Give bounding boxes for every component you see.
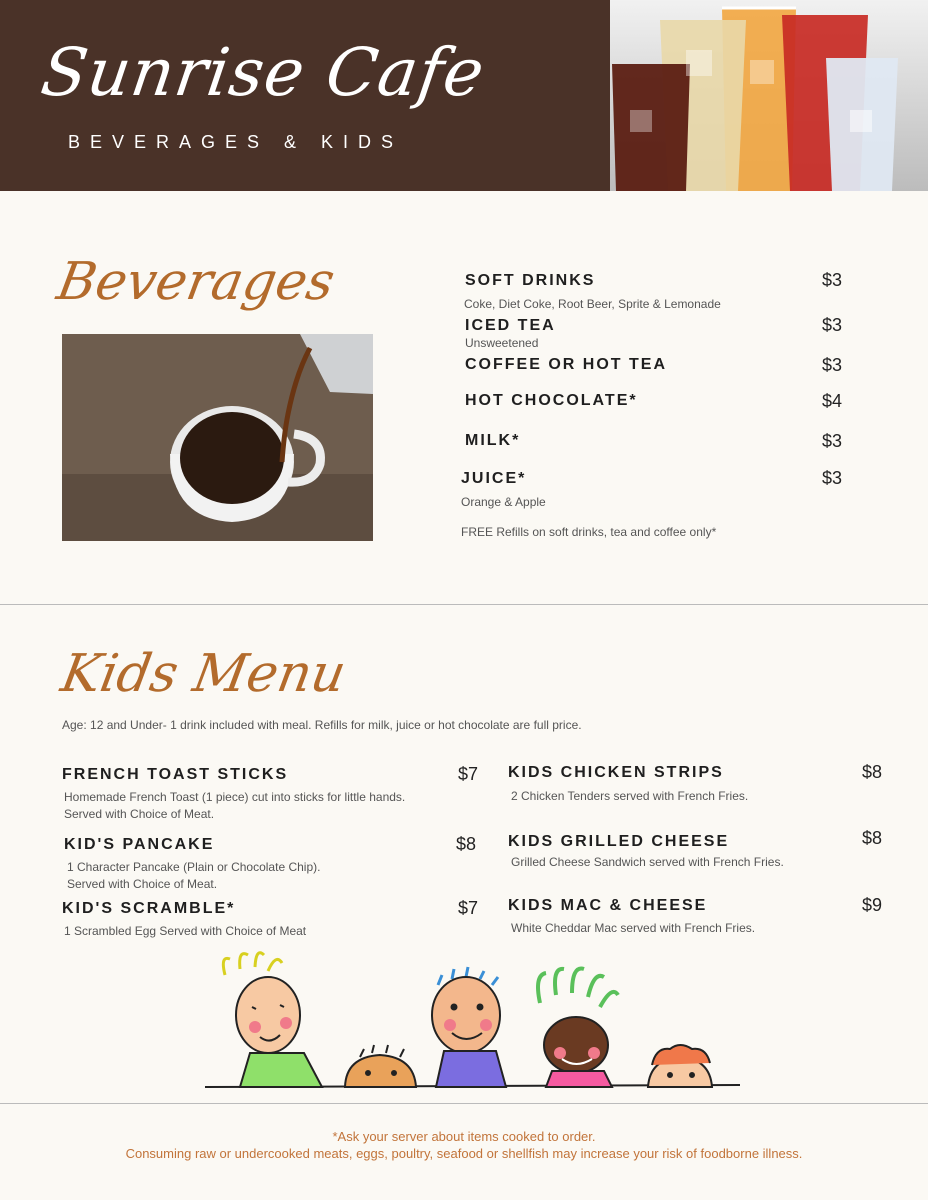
menu-item-name: COFFEE OR HOT TEA <box>465 356 667 373</box>
menu-item-name: KID'S SCRAMBLE* <box>62 900 236 917</box>
menu-item-price: $8 <box>456 834 477 854</box>
menu-item-price: $3 <box>822 468 843 488</box>
beverages-title: Beverages <box>52 252 340 312</box>
menu-item-desc: Unsweetened <box>465 336 539 350</box>
menu-item-name: MILK* <box>465 432 521 449</box>
section-divider <box>0 604 928 605</box>
menu-item-desc: 2 Chicken Tenders served with French Fries. <box>511 789 749 803</box>
menu-item-name: KID'S PANCAKE <box>64 836 215 853</box>
brand-subtitle: BEVERAGES & KIDS <box>68 132 404 152</box>
menu-item-name: SOFT DRINKS <box>465 272 596 289</box>
brand-title: Sunrise Cafe <box>36 34 490 111</box>
menu-item-price: $9 <box>862 895 883 915</box>
menu-item-desc: Coke, Diet Coke, Root Beer, Sprite & Lemonade <box>464 297 721 311</box>
menu-item-price: $8 <box>862 828 883 848</box>
menu-item-price: $3 <box>822 315 843 335</box>
iced-drinks-photo <box>610 0 928 191</box>
menu-item-desc: 1 Scrambled Egg Served with Choice of Meat <box>64 924 307 938</box>
coffee-cup-photo <box>62 334 373 541</box>
footer-divider <box>0 1103 928 1104</box>
footer-warning: Consuming raw or undercooked meats, eggs, poultry, seafood or shellfish may increase your risk of foodborne illness. <box>125 1146 803 1161</box>
menu-item-name: ICED TEA <box>465 317 556 334</box>
kids-illustration <box>200 945 745 1095</box>
menu-item-desc: Homemade French Toast (1 piece) cut into sticks for little hands. Served with Choice of Meat. <box>64 790 406 821</box>
menu-item-price: $7 <box>458 764 479 784</box>
menu-item-desc: Orange & Apple <box>461 495 546 509</box>
kids-menu-title: Kids Menu <box>56 644 351 704</box>
menu-item-name: JUICE* <box>461 470 527 487</box>
menu-item-desc: 1 Character Pancake (Plain or Chocolate Chip). Served with Choice of Meat. <box>67 860 321 891</box>
menu-item-name: KIDS GRILLED CHEESE <box>508 833 730 850</box>
menu-item-desc: Grilled Cheese Sandwich served with French Fries. <box>511 855 784 869</box>
menu-item-price: $7 <box>458 898 479 918</box>
menu-item-name: KIDS CHICKEN STRIPS <box>508 764 724 781</box>
menu-item-name: FRENCH TOAST STICKS <box>62 766 289 783</box>
menu-item-name: HOT CHOCOLATE* <box>465 392 638 409</box>
kids-age-note: Age: 12 and Under- 1 drink included with meal. Refills for milk, juice or hot chocolate are full price. <box>62 718 582 732</box>
menu-item-price: $3 <box>822 355 843 375</box>
menu-item-price: $8 <box>862 762 883 782</box>
footer-note: *Ask your server about items cooked to order. <box>332 1129 596 1144</box>
menu-item-price: $4 <box>822 391 843 411</box>
menu-item-name: KIDS MAC & CHEESE <box>508 897 708 914</box>
menu-item-price: $3 <box>822 270 843 290</box>
refill-note: FREE Refills on soft drinks, tea and coffee only* <box>461 525 717 539</box>
menu-item-price: $3 <box>822 431 843 451</box>
menu-item-desc: White Cheddar Mac served with French Fries. <box>511 921 756 935</box>
